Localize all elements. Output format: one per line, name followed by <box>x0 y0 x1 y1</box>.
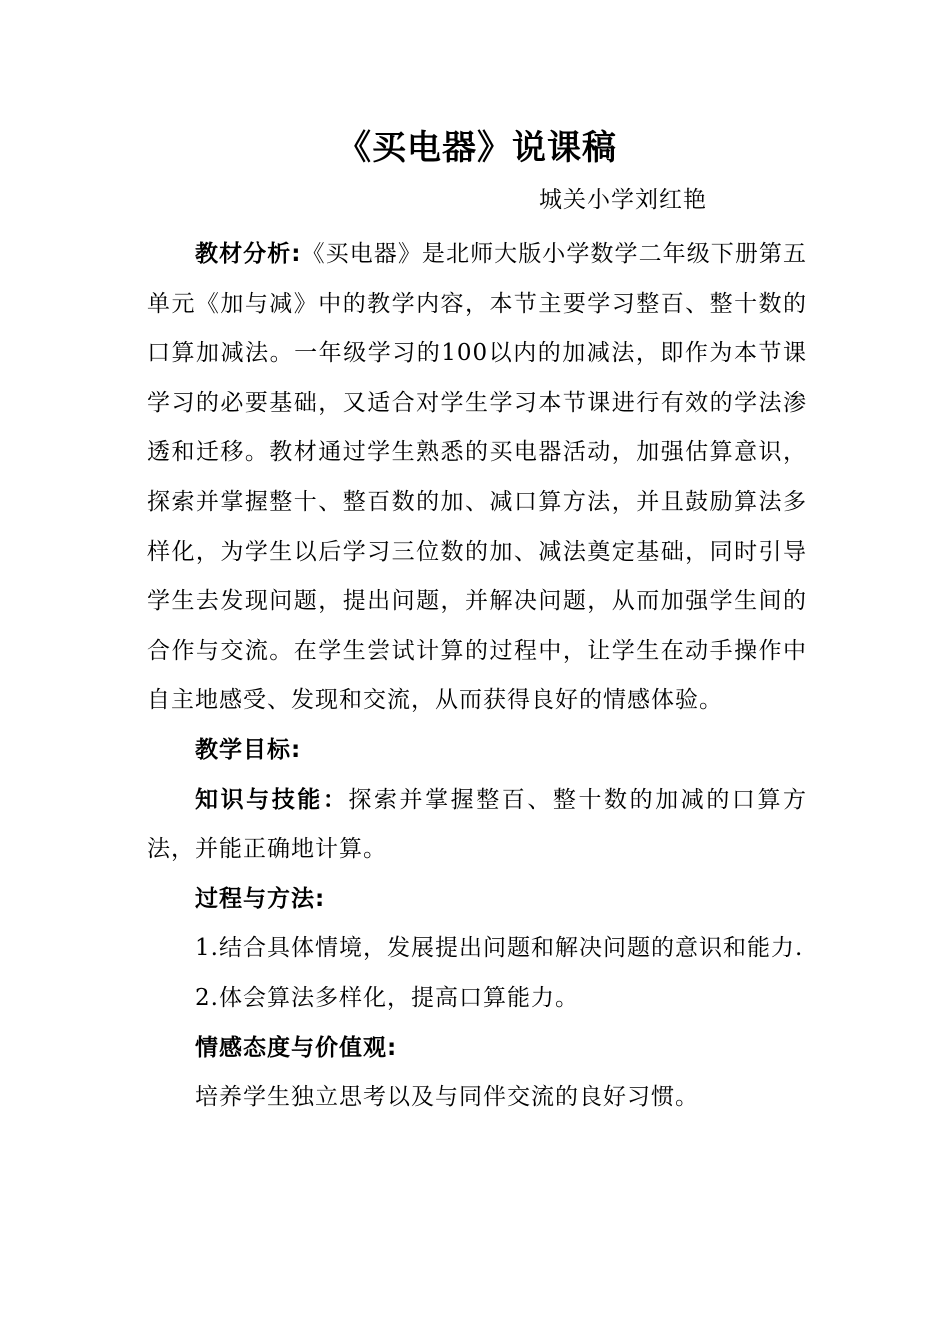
goals-heading-label: 教学目标: <box>195 736 302 763</box>
analysis-text: 《买电器》是北师大版小学数学二年级下册第五单元《加与减》中的教学内容，本节主要学习整百、整十数的口算加减法。一年级学习的100以内的加减法，即作为本节课学习的必要基础，又适合对学生学习本节课进行有效的学法渗透和迁移。教材通过学生熟悉的买电器活动，加强估算意识，探索并掌握整十、整百数的加、减口算方法，并且鼓励算法多样化，为学生以后学习三位数的加、减法奠定基础，同时引导学生去发现问题，提出问题，并解决问题，从而加强学生间的合作与交流。在学生尝试计算的过程中，让学生在动手操作中自主地感受、发现和交流，从而获得良好的情感体验。 <box>147 241 808 714</box>
goals-heading <box>147 726 807 776</box>
process-heading-label: 过程与方法: <box>195 885 326 912</box>
knowledge-text: 探索并掌握整百、整十数的加减的口算方法，并能正确地计算。 <box>147 786 808 863</box>
analysis-paragraph <box>147 230 807 726</box>
analysis-label: 教材分析: <box>195 241 302 267</box>
process-item-1: 1.结合具体情境，发展提出问题和解决问题的意识和能力. <box>195 935 804 962</box>
knowledge-label: 知识与技能： <box>195 786 349 813</box>
process-item-2: 2.体会算法多样化，提高口算能力。 <box>195 984 579 1011</box>
process-heading <box>147 875 807 925</box>
emotion-text: 培养学生独立思考以及与同伴交流的良好习惯。 <box>195 1084 699 1111</box>
document-title: 《买电器》说课稿 <box>337 128 617 168</box>
document-page <box>147 118 807 1123</box>
emotion-heading-label: 情感态度与价值观: <box>195 1034 398 1061</box>
emotion-heading <box>147 1024 807 1074</box>
author-line: 城关小学刘红艳 <box>539 187 707 213</box>
knowledge-paragraph <box>147 776 807 875</box>
